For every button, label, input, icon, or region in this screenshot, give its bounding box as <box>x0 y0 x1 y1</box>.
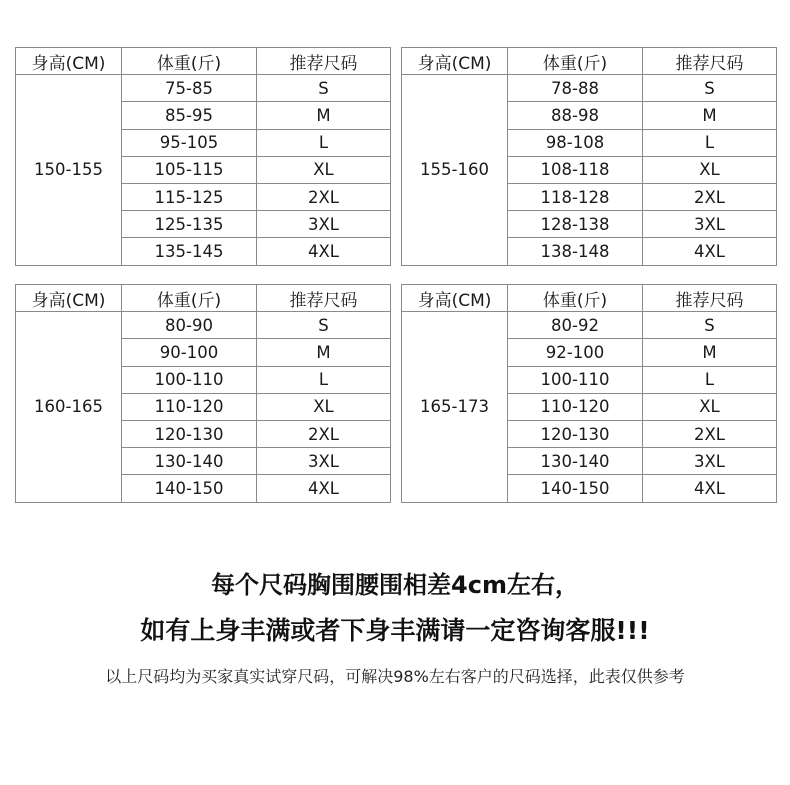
weight-cell: 78-88 <box>508 75 643 102</box>
size-header: 推荐尺码 <box>643 285 777 312</box>
height-header: 身高(CM) <box>16 48 122 75</box>
weight-header: 体重(斤) <box>122 285 257 312</box>
table-row <box>16 312 391 339</box>
size-cell: 4XL <box>257 475 391 502</box>
header-row <box>16 285 391 312</box>
size-cell: 2XL <box>257 183 391 210</box>
consult-service-note: 如有上身丰满或者下身丰满请一定咨询客服!!! <box>140 616 650 645</box>
size-cell: M <box>257 102 391 129</box>
size-cell: XL <box>257 393 391 420</box>
size-table-165-173 <box>401 284 777 503</box>
size-cell: M <box>257 339 391 366</box>
weight-cell: 110-120 <box>508 393 643 420</box>
size-cell: 4XL <box>643 475 777 502</box>
table-row <box>402 312 777 339</box>
header-row <box>402 285 777 312</box>
size-cell: L <box>257 366 391 393</box>
size-cell: XL <box>643 393 777 420</box>
weight-cell: 115-125 <box>122 183 257 210</box>
weight-cell: 85-95 <box>122 102 257 129</box>
size-cell: 3XL <box>643 211 777 238</box>
size-table-150-155 <box>15 47 391 266</box>
weight-cell: 110-120 <box>122 393 257 420</box>
chest-waist-note: 每个尺码胸围腰围相差4cm左右， <box>211 571 579 599</box>
size-cell: M <box>643 102 777 129</box>
size-cell: L <box>643 129 777 156</box>
size-cell: M <box>643 339 777 366</box>
size-cell: S <box>643 75 777 102</box>
weight-cell: 135-145 <box>122 238 257 265</box>
weight-cell: 90-100 <box>122 339 257 366</box>
size-cell: 4XL <box>257 238 391 265</box>
weight-cell: 120-130 <box>122 420 257 447</box>
weight-cell: 138-148 <box>508 238 643 265</box>
weight-cell: 118-128 <box>508 183 643 210</box>
size-header: 推荐尺码 <box>643 48 777 75</box>
height-header: 身高(CM) <box>402 48 508 75</box>
size-cell: L <box>257 129 391 156</box>
weight-cell: 95-105 <box>122 129 257 156</box>
size-cell: XL <box>257 156 391 183</box>
size-cell: 2XL <box>643 420 777 447</box>
size-cell: 4XL <box>643 238 777 265</box>
size-header: 推荐尺码 <box>257 48 391 75</box>
table-row <box>16 75 391 102</box>
weight-cell: 92-100 <box>508 339 643 366</box>
size-table-155-160 <box>401 47 777 266</box>
size-cell: 2XL <box>257 420 391 447</box>
footnote: 以上尺码均为买家真实试穿尺码，可解决98%左右客户的尺码选择，此表仅供参考 <box>105 667 685 686</box>
size-cell: 3XL <box>643 448 777 475</box>
header-row <box>16 48 391 75</box>
weight-cell: 130-140 <box>122 448 257 475</box>
weight-cell: 98-108 <box>508 129 643 156</box>
size-header: 推荐尺码 <box>257 285 391 312</box>
weight-cell: 130-140 <box>508 448 643 475</box>
weight-header: 体重(斤) <box>508 48 643 75</box>
height-range-cell: 155-160 <box>402 75 508 265</box>
weight-cell: 140-150 <box>122 475 257 502</box>
size-cell: S <box>643 312 777 339</box>
size-cell: 3XL <box>257 448 391 475</box>
weight-cell: 80-90 <box>122 312 257 339</box>
weight-cell: 128-138 <box>508 211 643 238</box>
height-range-cell: 150-155 <box>16 75 122 265</box>
weight-cell: 140-150 <box>508 475 643 502</box>
size-cell: 2XL <box>643 183 777 210</box>
weight-cell: 80-92 <box>508 312 643 339</box>
size-cell: S <box>257 312 391 339</box>
height-header: 身高(CM) <box>16 285 122 312</box>
size-cell: XL <box>643 156 777 183</box>
weight-cell: 88-98 <box>508 102 643 129</box>
size-table-160-165 <box>15 284 391 503</box>
size-cell: 3XL <box>257 211 391 238</box>
weight-cell: 105-115 <box>122 156 257 183</box>
weight-header: 体重(斤) <box>122 48 257 75</box>
weight-header: 体重(斤) <box>508 285 643 312</box>
table-row <box>402 75 777 102</box>
height-range-cell: 160-165 <box>16 312 122 502</box>
weight-cell: 120-130 <box>508 420 643 447</box>
size-cell: S <box>257 75 391 102</box>
size-cell: L <box>643 366 777 393</box>
header-row <box>402 48 777 75</box>
weight-cell: 108-118 <box>508 156 643 183</box>
weight-cell: 100-110 <box>508 366 643 393</box>
weight-cell: 125-135 <box>122 211 257 238</box>
height-range-cell: 165-173 <box>402 312 508 502</box>
height-header: 身高(CM) <box>402 285 508 312</box>
weight-cell: 75-85 <box>122 75 257 102</box>
weight-cell: 100-110 <box>122 366 257 393</box>
